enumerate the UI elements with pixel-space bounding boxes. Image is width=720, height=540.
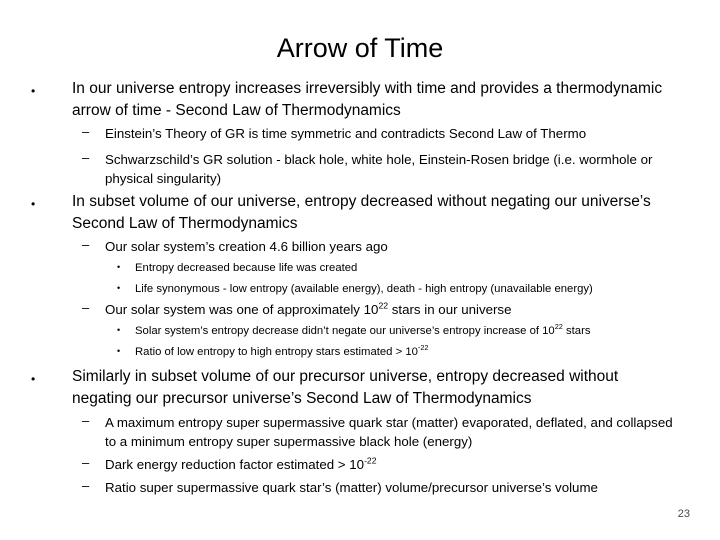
dash-marker: – [82,237,90,252]
exponent: -22 [364,455,377,466]
exponent: 22 [554,322,563,332]
bullet-marker: • [117,262,121,272]
dash-marker: – [82,300,90,315]
exponent: -22 [417,343,429,353]
bullet-2-2-text: Our solar system was one of approximately $10^{22}$ stars in our universe [105,300,512,317]
bullet-marker: • [117,283,121,293]
bullet-2-1-1-text: Entropy decreased because life was created [135,262,358,274]
bullet-marker: • [117,346,121,356]
dash-marker: – [82,478,90,493]
dash-marker: – [82,150,90,165]
bullet-1-2-text: Schwarzschild’s GR solution - black hole, white hole, Einstein-Rosen bridge (i.e. wormhole or physical singularity) [105,152,653,186]
dash-marker: – [82,413,90,428]
bullet-1-text: In our universe entropy increases irreversibly with time and provides a thermodynamic arrow of time - Second Law of Thermodynamics [72,80,663,119]
bullet-2-text: In subset volume of our universe, entropy decreased without negating our universe’s Second Law of Thermodynamics [72,193,651,232]
dash-marker: – [82,455,90,470]
page-number: 23 [677,508,690,520]
bullet-1-1-text: Einstein’s Theory of GR is time symmetric and contradicts Second Law of Thermo [105,126,587,141]
bullet-3-text: Similarly in subset volume of our precursor universe, entropy decreased without negating our precursor universe’s Second Law of Thermodynamics [72,368,619,407]
bullet-3-3-text: Ratio super supermassive quark star’s (matter) volume/precursor universe’s volume [105,480,598,495]
bullet-2-2-2-text: Ratio of low entropy to high entropy stars estimated > $10^{-22}$ [135,343,429,358]
bullet-marker: • [117,325,121,335]
bullet-2-2-1-text: Solar system’s entropy decrease didn’t negate our universe’s entropy increase of $10^{22}$ stars [135,322,591,337]
bullet-3-2-text: Dark energy reduction factor estimated > $10^{-22}$ [105,455,377,472]
bullet-marker: • [31,84,36,98]
bullet-2-1-text: Our solar system’s creation 4.6 billion years ago [105,239,388,254]
bullet-marker: • [31,372,36,386]
bullet-marker: • [31,197,36,211]
dash-marker: – [82,124,90,139]
bullet-3-1-text: A maximum entropy super supermassive quark star (matter) evaporated, deflated, and collapsed to a minimum entropy super supermassive black hole (energy) [105,415,673,449]
bullet-2-1-2-text: Life synonymous - low entropy (available energy), death - high entropy (unavailable energy) [135,283,593,295]
slide-title: Arrow of Time [276,33,444,63]
exponent: 22 [378,300,389,311]
